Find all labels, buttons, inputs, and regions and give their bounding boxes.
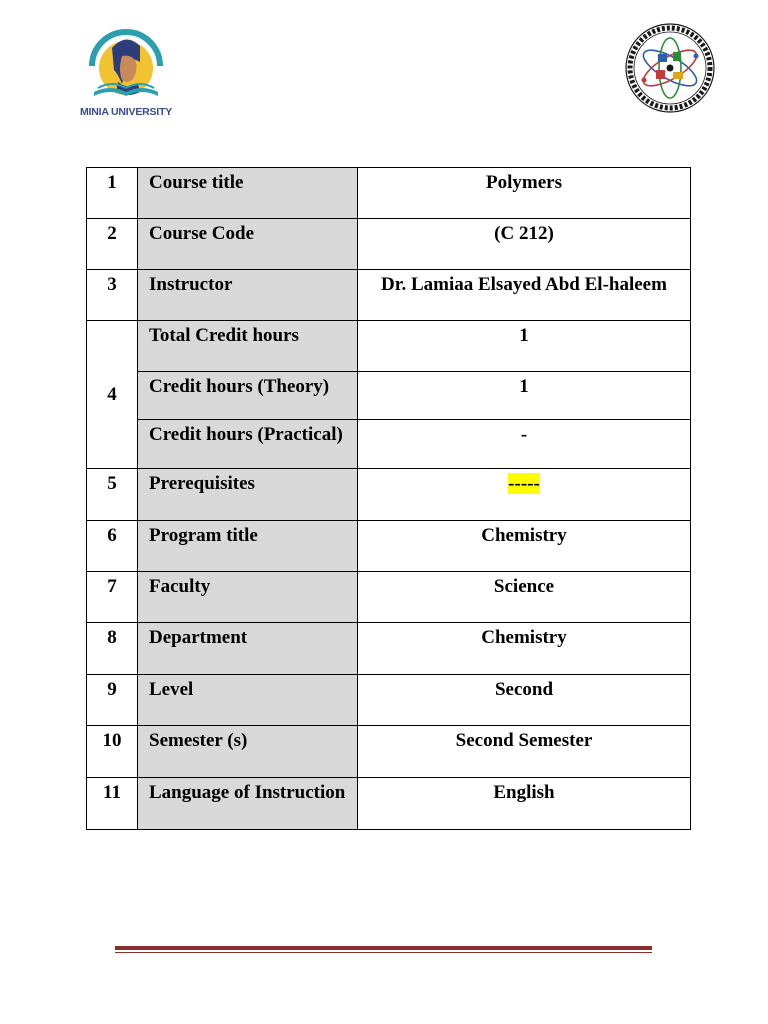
field-value: Polymers [358, 168, 691, 219]
row-number: 6 [87, 521, 138, 572]
field-value: English [358, 778, 691, 830]
table-row [87, 420, 691, 469]
table-row [87, 623, 691, 675]
field-label: Credit hours (Theory) [138, 372, 358, 420]
field-value: Chemistry [358, 623, 691, 675]
row-number: 9 [87, 675, 138, 726]
table-row [87, 321, 691, 372]
faculty-of-science-seal-icon [618, 18, 722, 118]
row-number: 11 [87, 778, 138, 830]
field-value: 1 [358, 372, 691, 420]
row-number: 5 [87, 469, 138, 521]
table-row [87, 675, 691, 726]
footer-divider [115, 946, 652, 953]
field-value: Dr. Lamiaa Elsayed Abd El-haleem [358, 270, 691, 321]
table-row [87, 372, 691, 420]
minia-university-emblem-icon [78, 22, 174, 106]
row-number: 3 [87, 270, 138, 321]
footer-rule-thin [115, 952, 652, 953]
field-label: Language of Instruction [138, 778, 358, 830]
field-value: Second Semester [358, 726, 691, 778]
field-label: Faculty [138, 572, 358, 623]
table-row [87, 219, 691, 270]
row-number: 8 [87, 623, 138, 675]
field-value: 1 [358, 321, 691, 372]
field-value: Chemistry [358, 521, 691, 572]
field-label: Total Credit hours [138, 321, 358, 372]
field-value: Science [358, 572, 691, 623]
row-number: 7 [87, 572, 138, 623]
footer-rule-thick [115, 946, 652, 950]
table-row [87, 778, 691, 830]
table-row [87, 572, 691, 623]
field-label: Prerequisites [138, 469, 358, 521]
field-value [358, 469, 691, 521]
table-row [87, 469, 691, 521]
course-specification-table [86, 167, 691, 830]
table-row [87, 168, 691, 219]
field-value: (C 212) [358, 219, 691, 270]
row-number: 1 [87, 168, 138, 219]
row-number: 4 [87, 321, 138, 469]
field-label: Semester (s) [138, 726, 358, 778]
field-label: Level [138, 675, 358, 726]
minia-university-logo [78, 22, 174, 122]
table-row [87, 726, 691, 778]
highlighted-value: ----- [508, 473, 540, 494]
table-row [87, 521, 691, 572]
faculty-of-science-logo [618, 18, 722, 118]
field-value: - [358, 420, 691, 469]
table-row [87, 270, 691, 321]
field-label: Program title [138, 521, 358, 572]
university-name-caption: MINIA UNIVERSITY [79, 106, 173, 118]
field-label: Department [138, 623, 358, 675]
field-label: Credit hours (Practical) [138, 420, 358, 469]
field-label: Course title [138, 168, 358, 219]
row-number: 10 [87, 726, 138, 778]
field-value: Second [358, 675, 691, 726]
field-label: Instructor [138, 270, 358, 321]
row-number: 2 [87, 219, 138, 270]
field-label: Course Code [138, 219, 358, 270]
